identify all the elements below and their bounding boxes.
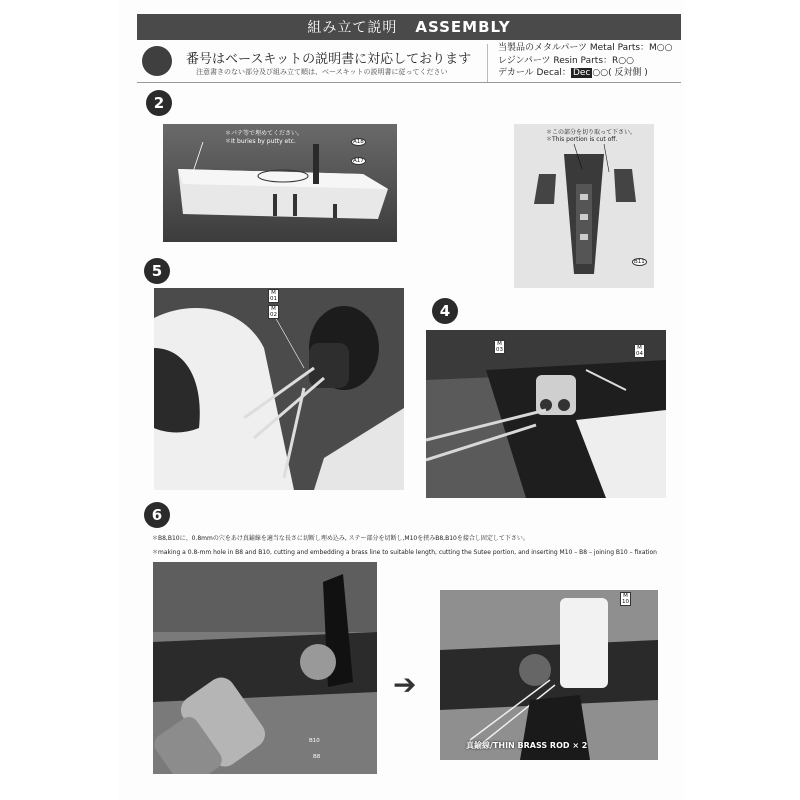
step-6-tag-b10: B10 (309, 738, 320, 744)
step-6-image-left (153, 562, 377, 774)
legend-metal: 当製品のメタルパーツ Metal Parts：M○○ (498, 43, 673, 53)
brass-rod-label: 真鍮線/THIN BRASS ROD × 2 (466, 741, 588, 750)
legend-decal-suffix: ○○( 反対側 ) (592, 68, 648, 78)
intro-circle-icon (142, 46, 172, 76)
step-5-badge: 5 (144, 258, 170, 284)
arrow-icon: ➔ (393, 668, 417, 701)
parts-legend (498, 42, 673, 80)
step-2-tag-a18: A18 (353, 139, 364, 145)
legend-decal (498, 67, 673, 80)
step-4-image (426, 330, 666, 498)
step-6-tag-b8: B8 (313, 754, 321, 760)
step-6-image-right (440, 590, 658, 760)
step-5-photo (154, 288, 404, 490)
intro-sub-text: 注意書きのない部分及び組み立て順は、ベースキットの説明書に従ってください (196, 68, 448, 76)
header-rule (137, 82, 681, 83)
step-6-badge: 6 (144, 502, 170, 528)
step-6-tag-m10: M 10 (622, 593, 629, 605)
step-6-note-en: ＊making a 0.8-mm hole in B8 and B10, cutting and embedding a brass line to suitable length, cutting the Sutee portion, and inserting M10 – B8 – joining B10 – fixation (152, 549, 657, 556)
step-2-tag-a17: A17 (353, 158, 364, 164)
step-5-tag-m01: M 01 (270, 290, 277, 302)
step-6-photo-left (153, 562, 377, 774)
step-2-badge: 2 (146, 90, 172, 116)
legend-decal-prefix: デカール Decal： (498, 68, 571, 78)
header-divider (487, 44, 488, 82)
legend-resin: レジンパーツ Resin Parts：R○○ (498, 55, 634, 66)
step-2-note-jp: ＊パテ等で埋めてください。 (225, 130, 304, 137)
step-4-photo (426, 330, 666, 498)
step-5-image (154, 288, 404, 490)
banner-title-jp: 組み立て説明 (307, 20, 398, 36)
step-5-tag-m02: M 02 (270, 306, 277, 318)
step-2-side-note-jp: ＊この部分を切り取って下さい。 (546, 129, 637, 136)
step-2-tag-b11: B11 (634, 259, 645, 265)
step-6-note-jp: ＊B8,B10に、0.8mmの穴をあけ真鍮線を適当な長さに切断し埋め込み, ステー部分を切断し,M10を挟みB8,B10を接合し固定して下さい。 (152, 535, 529, 542)
step-2-side-photo (514, 124, 654, 288)
step-2-photo (163, 124, 397, 242)
intro-main-text: 番号はベースキットの説明書に対応しております (186, 52, 472, 67)
step-2-side-note-en: ＊This portion is cut off. (546, 136, 618, 143)
step-4-badge: 4 (432, 298, 458, 324)
legend-decal-box: Dec (572, 68, 591, 78)
step-2-note-en: ＊It buries by putty etc. (225, 138, 296, 145)
assembly-banner (137, 14, 681, 40)
step-4-tag-m04: M 04 (636, 345, 643, 357)
step-4-tag-m03: M 03 (496, 341, 503, 353)
step-6-photo-right (440, 590, 658, 760)
banner-title-en: ASSEMBLY (415, 18, 511, 36)
